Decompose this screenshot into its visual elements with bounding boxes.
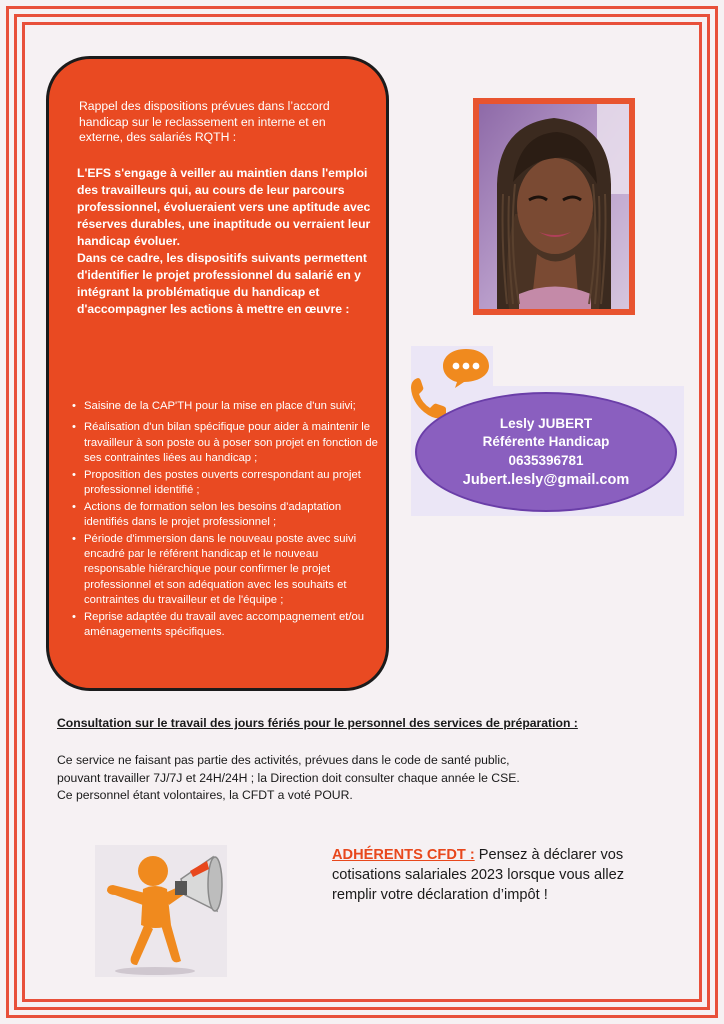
list-item: • Actions de formation selon les besoins d'adaptation identifiés dans le projet professionnel ;: [69, 500, 381, 531]
megaphone-illustration: [95, 845, 227, 977]
adherents-reminder: [332, 845, 662, 905]
list-item: • Reprise adaptée du travail avec accompagnement et/ou aménagements spécifiques.: [69, 610, 381, 641]
consultation-body: [57, 752, 657, 805]
adherents-text: Pensez à déclarer vos cotisations salariales 2023 lorsque vous allez remplir votre déclaration d’impôt !: [332, 847, 625, 903]
contact-phone: 0635396781: [508, 452, 584, 468]
list-item: • Période d'immersion dans le nouveau poste avec suivi encadré par le référent handicap et le nouveau responsable hiérarchique pour confirmer le projet professionnel et son adéquation avec les souhaits et contraintes du travailleur et de l'équipe ;: [69, 532, 381, 608]
commitment-text: L'EFS s'engage à veiller au maintien dans l'emploi des travailleurs qui, au cours de leur parcours professionnel, évolueraient vers une aptitude avec réserves durables, une inaptitude ou verraient leur handicap évoluer.: [77, 166, 371, 248]
speech-bubble-icon: [441, 347, 491, 389]
measures-list: [69, 399, 381, 642]
consultation-line: pouvant travailler 7J/7J et 24H/24H ; la Direction doit consulter chaque année le CSE.: [57, 770, 520, 785]
portrait-photo: [473, 98, 635, 315]
consultation-line: Ce service ne faisant pas partie des activités, prévues dans le code de santé public,: [57, 753, 510, 767]
megaphone-figure-icon: [95, 845, 227, 977]
card-intro: Rappel des dispositions prévues dans l’accord handicap sur le reclassement en interne et en externe, des salariés RQTH :: [79, 99, 330, 144]
contact-name: Lesly JUBERT: [499, 415, 593, 431]
consultation-line: Ce personnel étant volontaires, la CFDT a voté POUR.: [57, 788, 353, 802]
contact-card: [415, 392, 677, 512]
card-commitment: [77, 165, 372, 318]
list-item: • Proposition des postes ouverts correspondant au projet professionnel identifié ;: [69, 468, 381, 499]
contact-role: Référente Handicap: [482, 433, 610, 449]
portrait-image: [479, 104, 629, 309]
contact-email: Jubert.lesly@gmail.com: [462, 471, 630, 488]
framework-text: Dans ce cadre, les dispositifs suivants permettent d'identifier le projet professionnel du salarié en y intégrant la problématique du handicap et d'accompagner les actions à mettre en œuvre :: [77, 251, 367, 316]
adherents-label: ADHÉRENTS CFDT :: [332, 847, 475, 863]
handicap-agreement-card: [46, 56, 389, 691]
consultation-title: Consultation sur le travail des jours fériés pour le personnel des services de préparation :: [57, 716, 578, 730]
list-item: • Réalisation d'un bilan spécifique pour aider à maintenir le travailleur à son poste ou à poser son projet en fonction de ses contraintes liées au handicap ;: [69, 420, 381, 466]
list-item: • Saisine de la CAP'TH pour la mise en place d'un suivi;: [69, 399, 381, 414]
